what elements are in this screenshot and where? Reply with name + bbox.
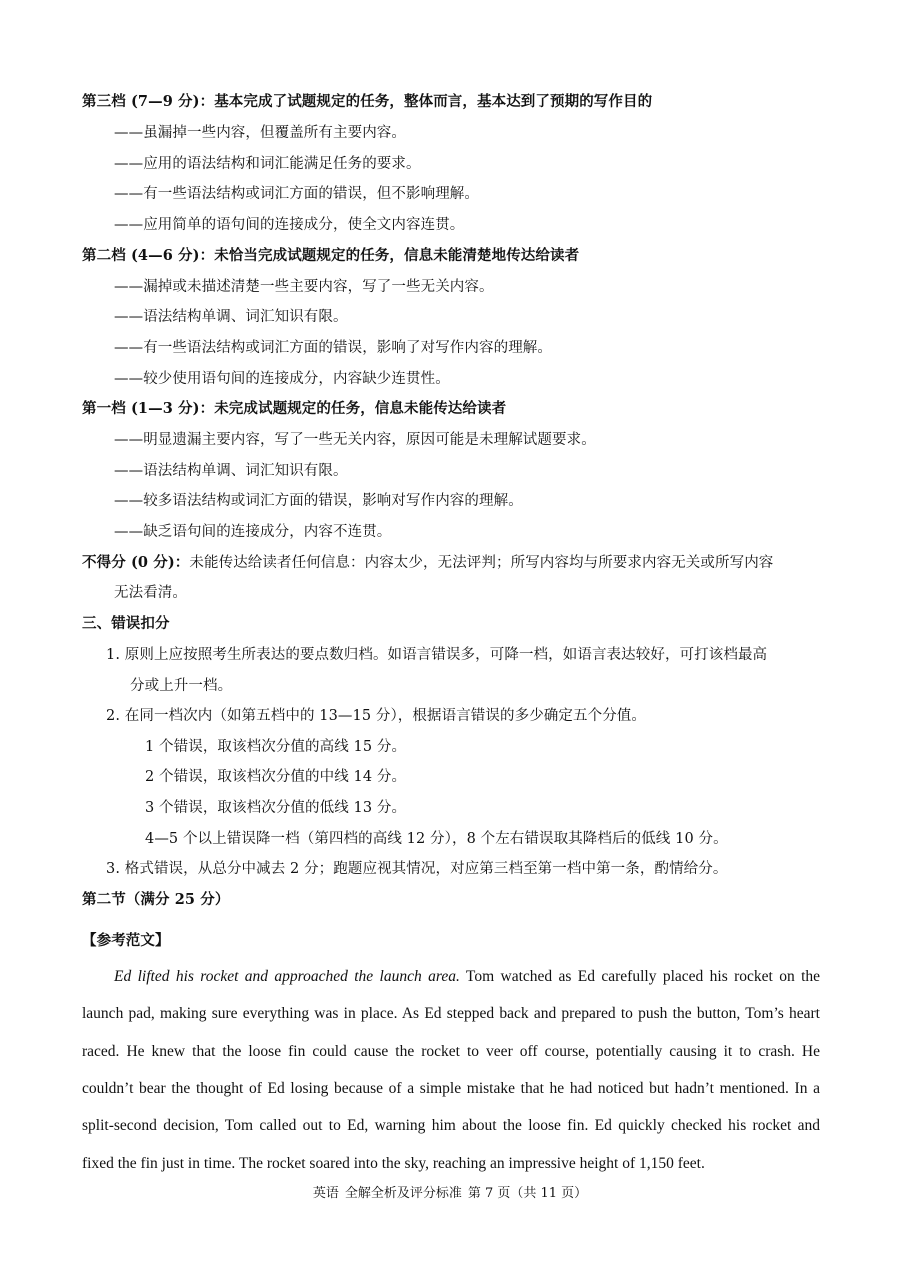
tier2-item: ——语法结构单调、词汇知识有限。 bbox=[114, 309, 348, 325]
tier1-heading: 第一档 (1—3 分)：未完成试题规定的任务，信息未能传达给读者 bbox=[82, 400, 507, 417]
essay-line-1-rest: Tom watched as Ed carefully placed his rocket on the bbox=[459, 968, 821, 985]
tier2-item: ——有一些语法结构或词汇方面的错误，影响了对写作内容的理解。 bbox=[114, 340, 552, 356]
tier3-item: ——应用的语法结构和词汇能满足任务的要求。 bbox=[114, 156, 421, 172]
page-footer bbox=[0, 1185, 900, 1203]
reference-essay-label: 【参考范文】 bbox=[82, 932, 170, 949]
deduction-rule-2: 2. 在同一档次内（如第五档中的 13—15 分），根据语言错误的多少确定五个分值。 bbox=[106, 708, 647, 724]
deduction-rule-2-sub: 4—5 个以上错误降一档（第四档的高线 12 分），8 个左右错误取其降档后的低线 10 分。 bbox=[145, 831, 728, 847]
essay-line-4: couldn’t bear the thought of Ed losing because of a simple mistake that he had noticed but hadn’t mentioned. In a bbox=[82, 1080, 820, 1097]
zero-score-cont: 无法看清。 bbox=[114, 585, 187, 601]
deductions-heading: 三、错误扣分 bbox=[82, 615, 170, 632]
section2-heading: 第二节（满分 25 分） bbox=[82, 891, 230, 908]
footer-page-number: 第 7 页（共 11 页） bbox=[467, 1186, 588, 1201]
deduction-rule-2-sub: 1 个错误，取该档次分值的高线 15 分。 bbox=[145, 739, 407, 755]
tier3-item: ——有一些语法结构或词汇方面的错误，但不影响理解。 bbox=[114, 186, 479, 202]
deduction-rule-2-sub: 2 个错误，取该档次分值的中线 14 分。 bbox=[145, 769, 407, 785]
deduction-rule-1-cont: 分或上升一档。 bbox=[130, 678, 233, 694]
tier2-item: ——漏掉或未描述清楚一些主要内容，写了一些无关内容。 bbox=[114, 279, 494, 295]
tier3-item: ——虽漏掉一些内容，但覆盖所有主要内容。 bbox=[114, 125, 406, 141]
footer-subject: 英语 bbox=[312, 1186, 339, 1201]
tier3-heading: 第三档 (7—9 分)：基本完成了试题规定的任务，整体而言，基本达到了预期的写作目的 bbox=[82, 93, 653, 110]
essay-line-3: raced. He knew that the loose fin could cause the rocket to veer off course, potentially causing it to crash. He bbox=[82, 1043, 820, 1060]
tier1-item: ——语法结构单调、词汇知识有限。 bbox=[114, 463, 348, 479]
essay-line-6: fixed the fin just in time. The rocket soared into the sky, reaching an impressive height of 1,150 feet. bbox=[82, 1155, 705, 1172]
deduction-rule-3: 3. 格式错误，从总分中减去 2 分；跑题应视其情况，对应第三档至第一档中第一条，酌情给分。 bbox=[106, 861, 728, 877]
essay-line-1 bbox=[82, 967, 820, 987]
footer-title: 全解全析及评分标准 bbox=[344, 1186, 462, 1201]
tier1-item: ——明显遗漏主要内容，写了一些无关内容，原因可能是未理解试题要求。 bbox=[114, 432, 596, 448]
deduction-rule-2-sub: 3 个错误，取该档次分值的低线 13 分。 bbox=[145, 800, 407, 816]
tier2-item: ——较少使用语句间的连接成分，内容缺少连贯性。 bbox=[114, 371, 450, 387]
essay-line-5: split-second decision, Tom called out to Ed, warning him about the loose fin. Ed quickly checked his rocket and bbox=[82, 1117, 820, 1134]
essay-line-2: launch pad, making sure everything was in place. As Ed stepped back and prepared to push the button, Tom’s heart bbox=[82, 1005, 820, 1022]
deduction-rule-1: 1. 原则上应按照考生所表达的要点数归档。如语言错误多，可降一档，如语言表达较好，可打该档最高 bbox=[106, 647, 768, 663]
tier3-item: ——应用简单的语句间的连接成分，使全文内容连贯。 bbox=[114, 217, 465, 233]
zero-score-label: 不得分 (0 分)： bbox=[82, 554, 190, 571]
tier2-heading: 第二档 (4—6 分)：未恰当完成试题规定的任务，信息未能清楚地传达给读者 bbox=[82, 247, 580, 264]
tier1-item: ——较多语法结构或词汇方面的错误，影响对写作内容的理解。 bbox=[114, 493, 523, 509]
zero-score-text: 未能传达给读者任何信息：内容太少，无法评判；所写内容均与所要求内容无关或所写内容 bbox=[189, 555, 774, 571]
zero-score-line bbox=[82, 553, 773, 573]
tier1-item: ——缺乏语句间的连接成分，内容不连贯。 bbox=[114, 524, 392, 540]
essay-given-sentence: Ed lifted his rocket and approached the launch area. bbox=[114, 968, 460, 985]
